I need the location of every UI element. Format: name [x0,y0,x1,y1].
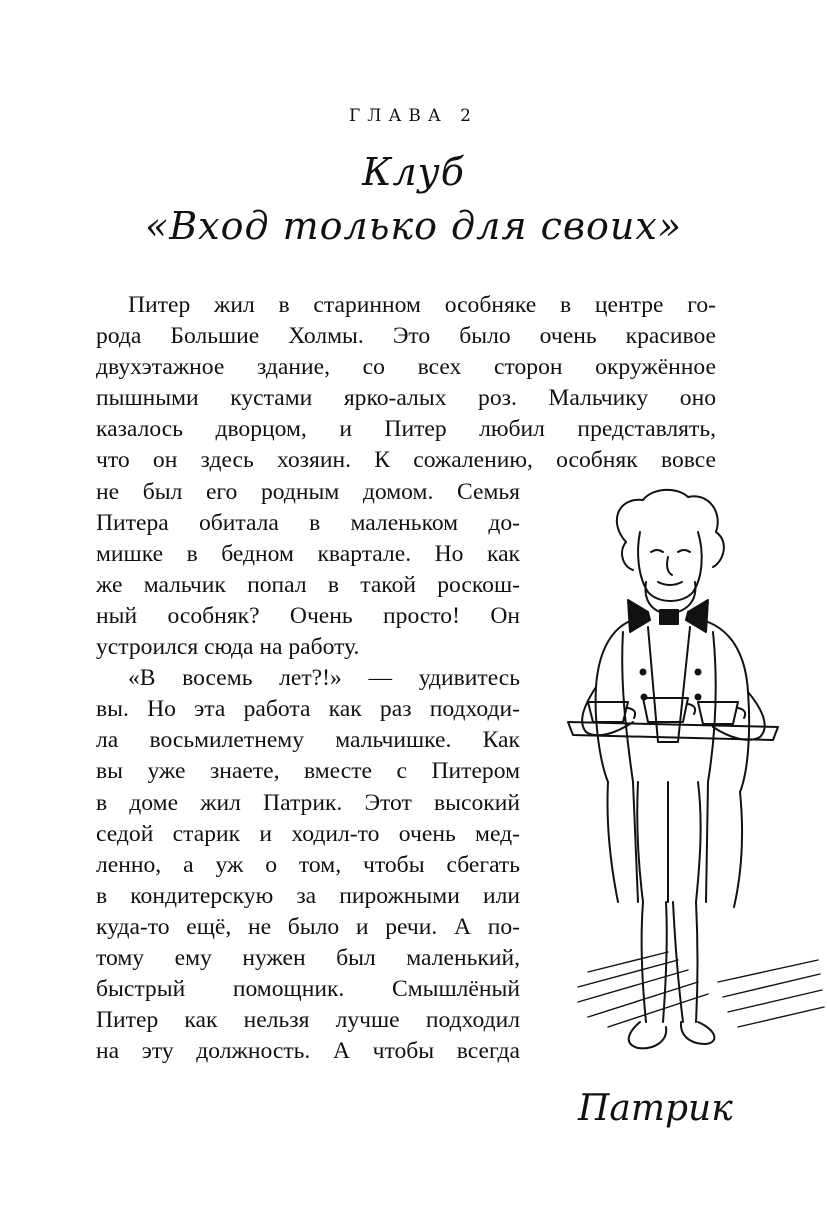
text-line: вы уже знаете, вместе с Питером [96,758,520,785]
text-line: казалось дворцом, и Питер любил представлять, [96,416,716,443]
chapter-title-line1: Клуб [362,150,465,194]
text-line: на эту должность. А чтобы всегда [96,1038,520,1065]
text-line: мишке в бедном квартале. Но как [96,540,520,567]
text-line: же мальчик попал в такой роскош- [96,571,520,598]
text-line: пышными кустами ярко-алых роз. Мальчику оно [96,385,716,412]
text-line: куда-то ещё, не было и речи. А по- [96,913,520,940]
text-line: вы. Но эта работа как раз подходи- [96,696,520,723]
illustration-caption: Патрик [578,1088,733,1129]
chapter-title-line2: «Вход только для своих» [144,204,683,248]
text-line: не был его родным домом. Семья [96,478,520,505]
text-line: тому ему нужен был маленький, [96,944,520,971]
chapter-title [0,145,827,253]
text-line: Питер жил в старинном особняке в центре го- [128,292,716,318]
text-line: Питер как нельзя лучше подходил [96,1007,520,1034]
floor-hatching-icon [578,952,824,1027]
text-line: в кондитерскую за пирожными или [96,882,520,909]
text-line: ла восьмилетнему мальчишке. Как [96,727,520,754]
text-line: седой старик и ходил-то очень мед- [96,820,520,847]
text-line: «В восемь лет?!» — удивитесь [128,665,520,692]
text-line: Питера обитала в маленьком до- [96,509,520,536]
text-line: устроился сюда на работу. [96,634,360,661]
butler-illustration [548,482,827,1082]
text-line: ный особняк? Очень просто! Он [96,602,520,629]
text-line: рода Большие Холмы. Это было очень красивое [96,323,716,350]
chapter-label: ГЛАВА 2 [349,106,478,126]
text-line: в доме жил Патрик. Этот высокий [96,789,520,816]
text-line: что он здесь хозяин. К сожалению, особняк вовсе [96,447,716,474]
text-line: двухэтажное здание, со всех сторон окружённое [96,354,716,381]
text-line: быстрый помощник. Смышлёный [96,976,520,1003]
text-line: ленно, а уж о том, чтобы сбегать [96,851,520,878]
